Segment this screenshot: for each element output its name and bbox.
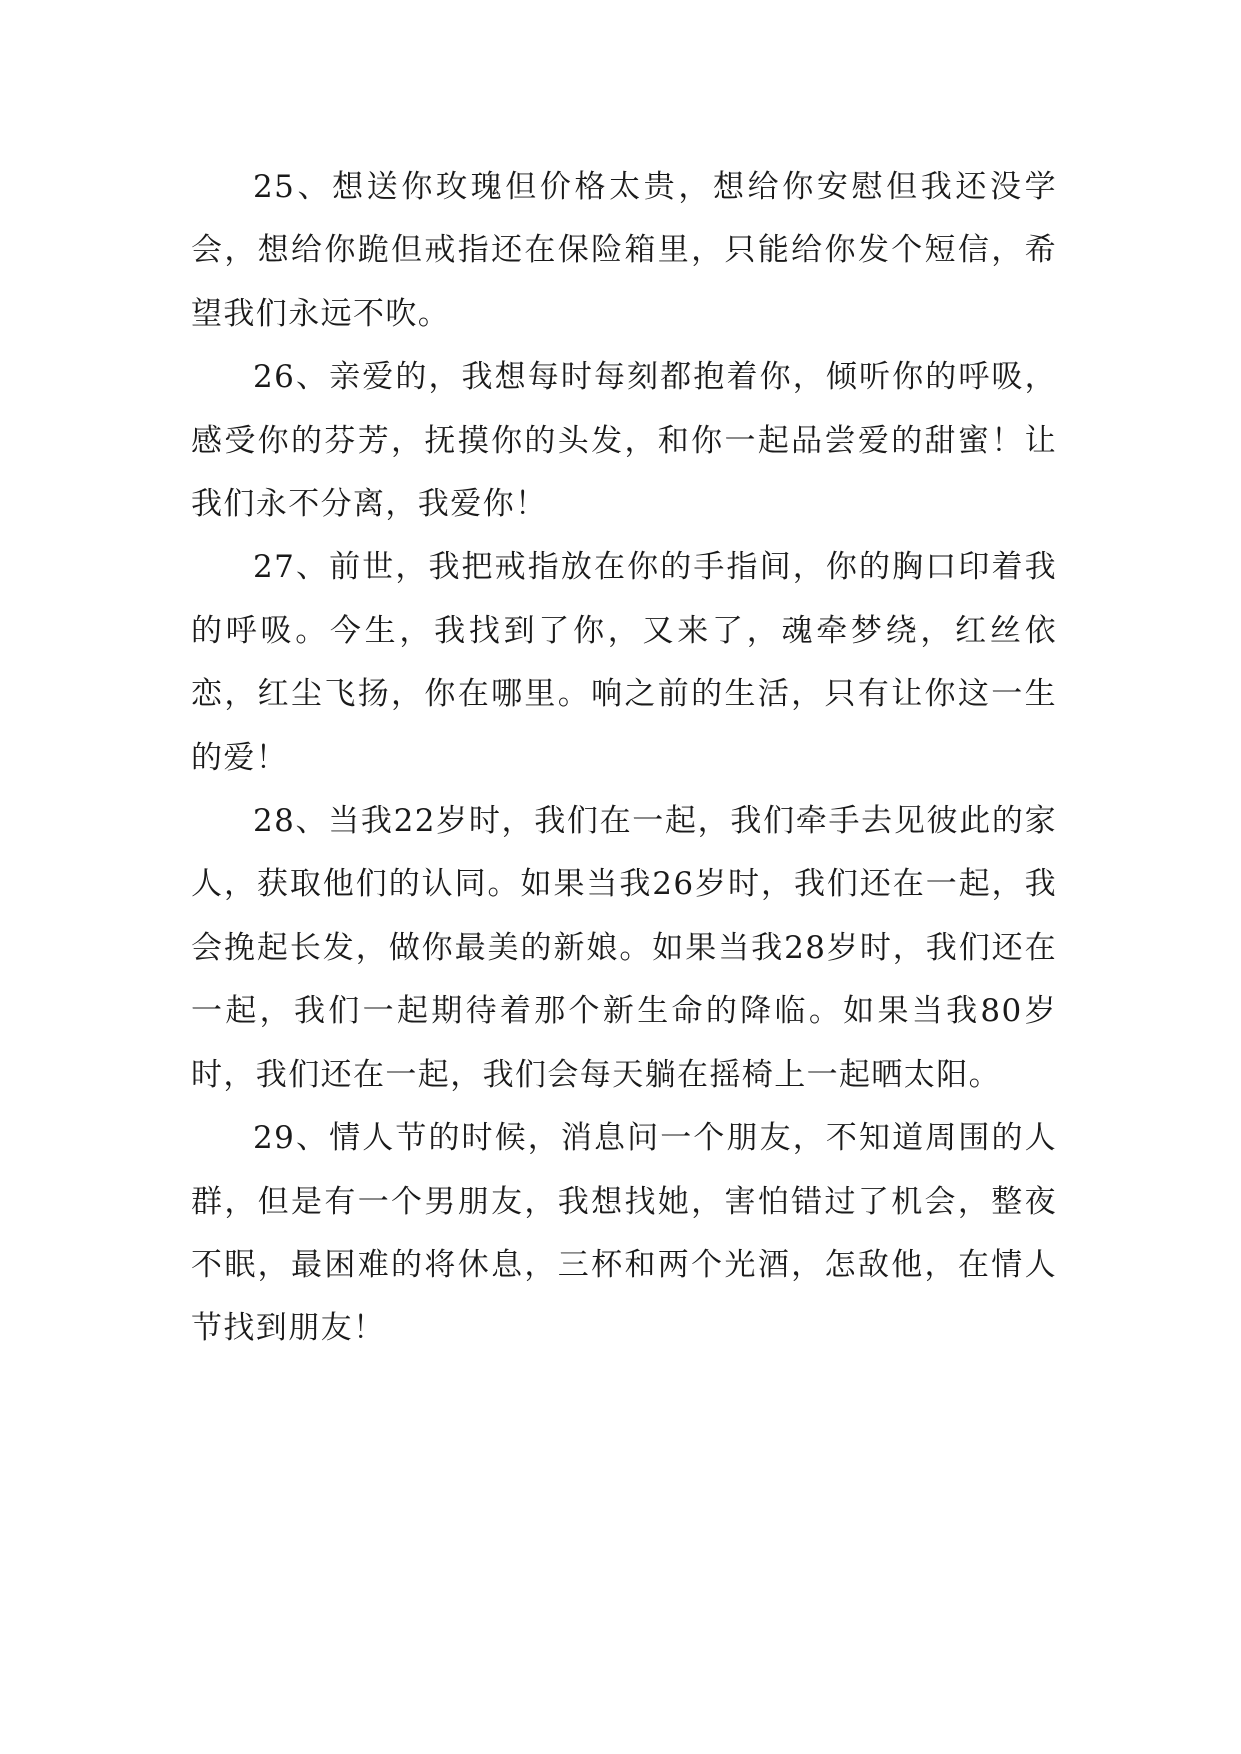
- paragraph-28: 28、当我22岁时，我们在一起，我们牵手去见彼此的家人，获取他们的认同。如果当我26岁时，我们还在一起，我会挽起长发，做你最美的新娘。如果当我28岁时，我们还在一起，我们一起期待着那个新生命的降临。如果当我80岁时，我们还在一起，我们会每天躺在摇椅上一起晒太阳。: [191, 803, 1057, 1093]
- paragraph-26: 26、亲爱的，我想每时每刻都抱着你，倾听你的呼吸，感受你的芬芳，抚摸你的头发，和你一起品尝爱的甜蜜！让我们永不分离，我爱你！: [191, 359, 1057, 523]
- document-body: [191, 156, 1057, 1361]
- paragraph-25: 25、想送你玫瑰但价格太贵，想给你安慰但我还没学会，想给你跪但戒指还在保险箱里，只能给你发个短信，希望我们永远不吹。: [191, 169, 1057, 332]
- paragraph-29: 29、情人节的时候，消息问一个朋友，不知道周围的人群，但是有一个男朋友，我想找她，害怕错过了机会，整夜不眠，最困难的将休息，三杯和两个光酒，怎敌他，在情人节找到朋友！: [191, 1120, 1057, 1347]
- paragraph-27: 27、前世，我把戒指放在你的手指间，你的胸口印着我的呼吸。今生，我找到了你，又来了，魂牵梦绕，红丝依恋，红尘飞扬，你在哪里。响之前的生活，只有让你这一生的爱！: [191, 549, 1057, 776]
